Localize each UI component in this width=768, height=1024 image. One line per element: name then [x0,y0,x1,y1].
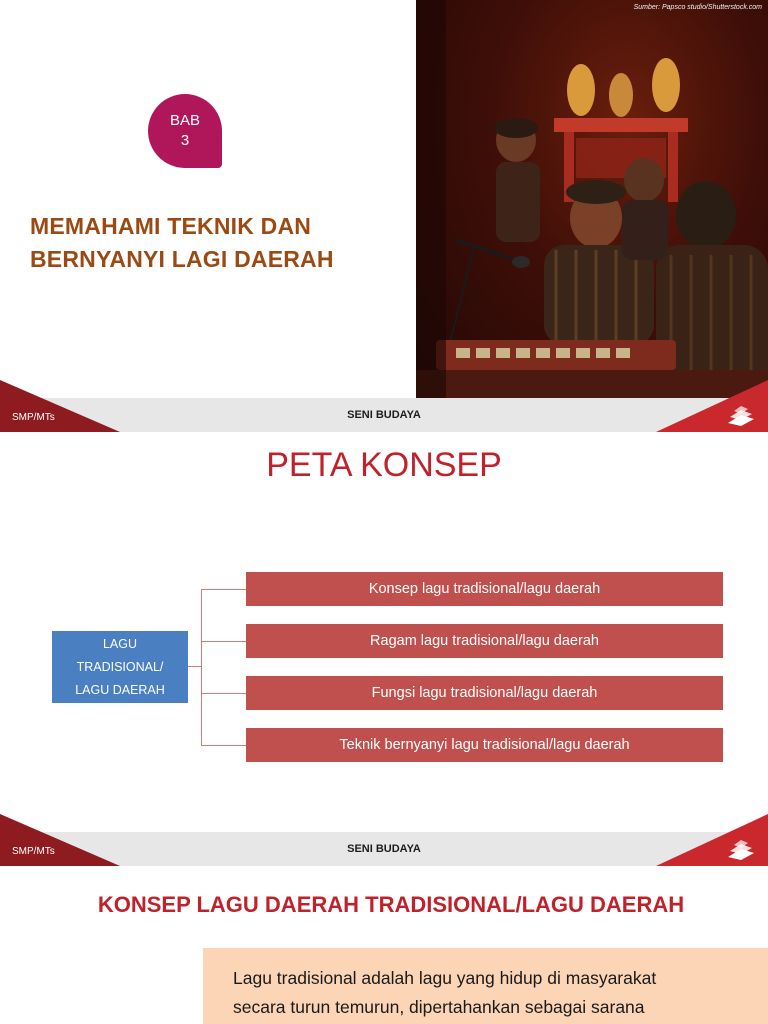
branch-label: Ragam lagu tradisional/lagu daerah [370,633,599,649]
connector-branch-1 [201,589,246,590]
chapter-badge [148,94,222,168]
footer-subject-label: SENI BUDAYA [347,409,421,421]
definition-line-2: secara turun temurun, dipertahankan sebagai sarana [233,997,645,1017]
footer-level-label: SMP/MTs [12,846,55,857]
gamelan-illustration [416,0,768,398]
concept-branch-box [246,728,723,762]
branch-label: Teknik bernyanyi lagu tradisional/lagu daerah [339,737,630,753]
slide-footer [0,832,768,866]
chapter-title-line1: MEMAHAMI TEKNIK DAN [30,213,312,239]
footer-left-accent [0,814,120,866]
branch-label: Fungsi lagu tradisional/lagu daerah [371,685,598,701]
concept-map-title: PETA KONSEP [266,446,502,484]
connector-trunk [201,589,202,745]
slide-cover [0,0,768,432]
slide-footer [0,398,768,432]
gamelan-photo [416,0,768,398]
concept-branch-box [246,624,723,658]
connector-branch-3 [201,693,246,694]
connector-root [188,666,202,667]
concept-branch-box [246,676,723,710]
branch-label: Konsep lagu tradisional/lagu daerah [368,581,601,597]
publisher-logo-icon [726,839,756,861]
footer-left-accent [0,380,120,432]
chapter-number: 3 [180,132,190,149]
publisher-logo-icon [726,405,756,427]
slide-concept-definition [0,868,768,1024]
concept-root-box [52,631,188,703]
connector-branch-2 [201,641,246,642]
footer-level-label: SMP/MTs [12,412,55,423]
root-line-1: LAGU [102,636,138,651]
chapter-title [30,210,390,276]
slide-concept-map [0,434,768,866]
photo-credit: Sumber: Papsco studio/Shutterstock.com [633,4,762,11]
chapter-title-line2: BERNYANYI LAGI DAERAH [30,246,334,272]
definition-callout [203,948,768,1024]
concept-branch-box [246,572,723,606]
root-line-2: TRADISIONAL/ [76,659,164,674]
connector-branch-4 [201,745,246,746]
root-line-3: LAGU DAERAH [75,682,165,697]
definition-line-1: Lagu tradisional adalah lagu yang hidup di masyarakat [233,968,657,988]
definition-title: KONSEP LAGU DAERAH TRADISIONAL/LAGU DAERAH [97,892,685,917]
definition-text [233,964,763,1022]
chapter-label: BAB [169,112,200,129]
footer-subject-label: SENI BUDAYA [347,843,421,855]
